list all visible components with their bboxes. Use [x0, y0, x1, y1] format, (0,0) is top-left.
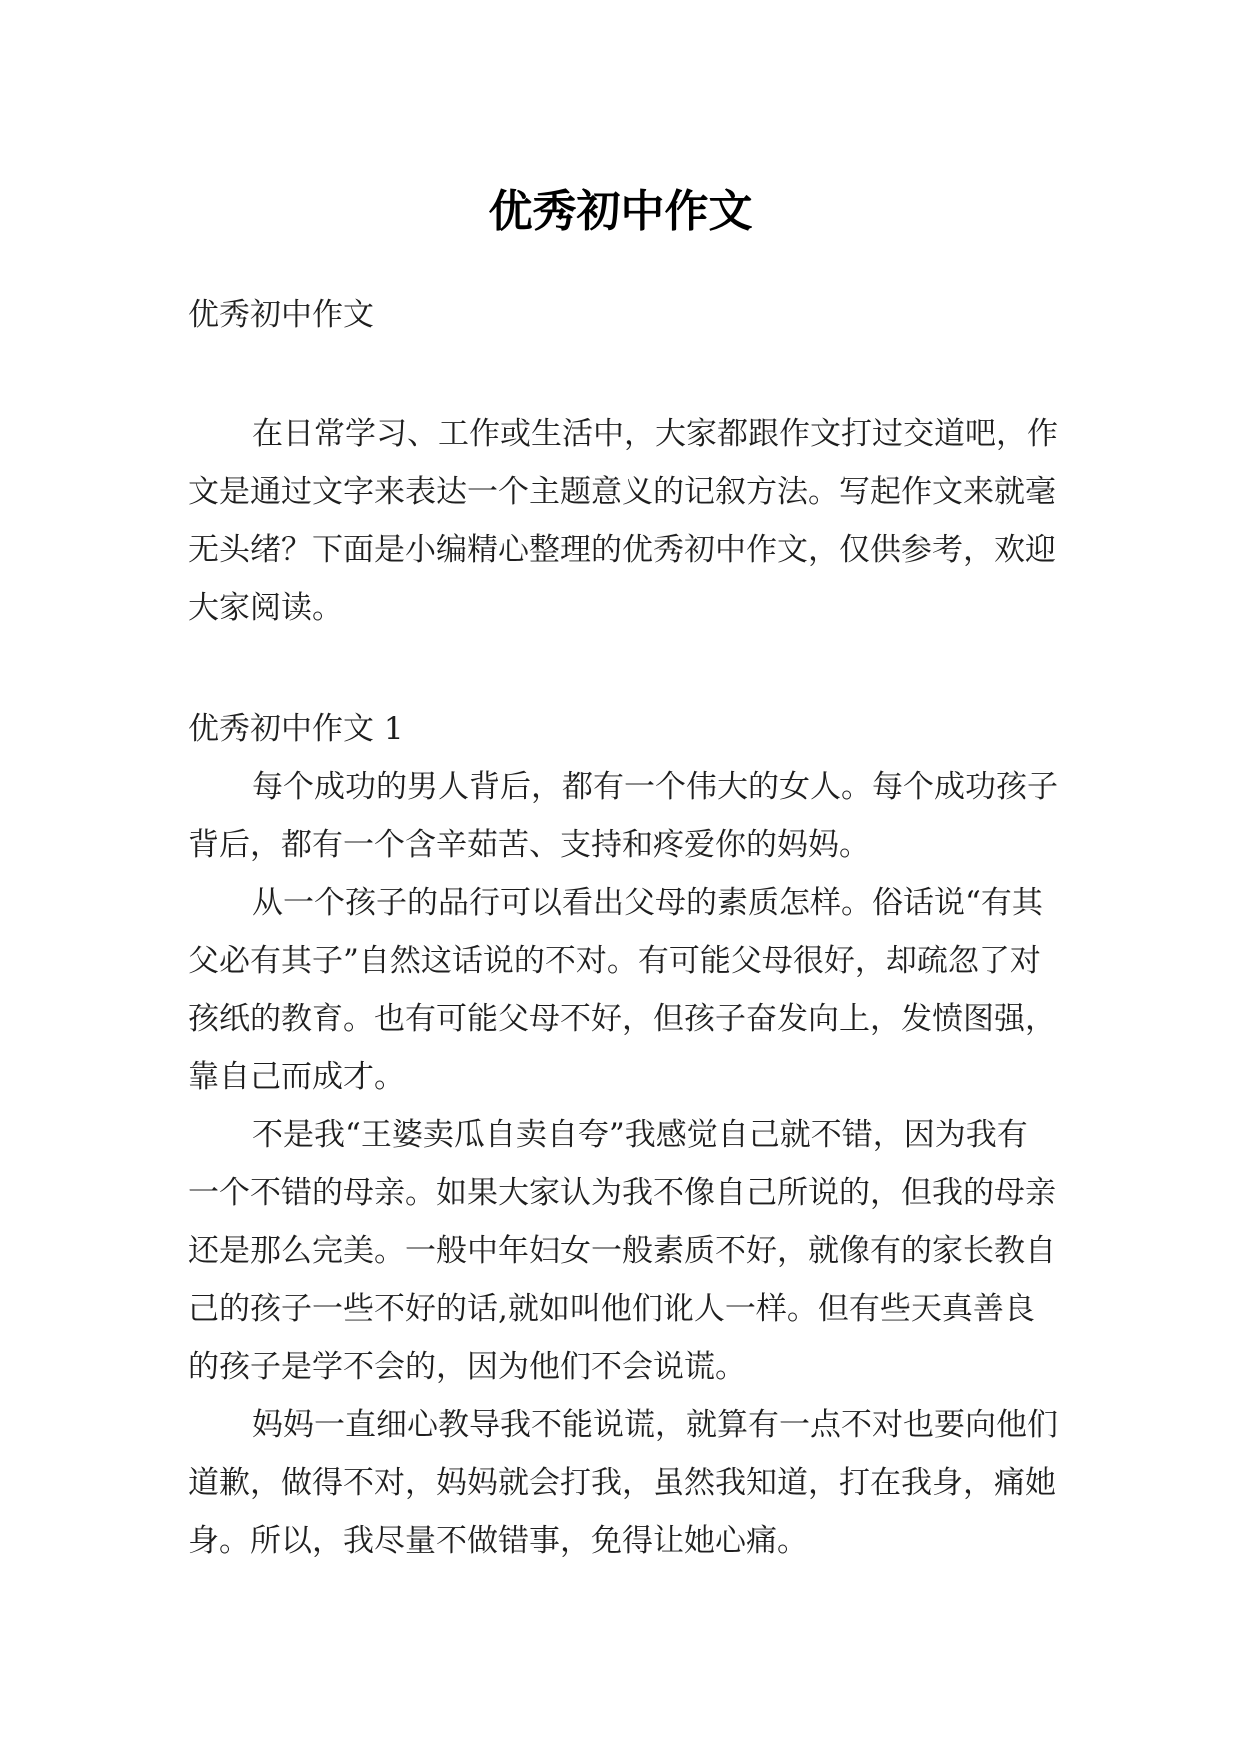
- intro-paragraph: 在日常学习、工作或生活中，大家都跟作文打过交道吧，作文是通过文字来表达一个主题意义的记叙方法。写起作文来就毫无头绪？下面是小编精心整理的优秀初中作文，仅供参考，欢迎大家阅读。: [188, 416, 1058, 626]
- intro-block: [188, 405, 1058, 637]
- subtitle-block: [188, 286, 1058, 344]
- essay-paragraph: 从一个孩子的品行可以看出父母的素质怎样。俗话说“有其父必有其子”自然这话说的不对。有可能父母很好，却疏忽了对孩纸的教育。也有可能父母不好，但孩子奋发向上，发愤图强，靠自己而成才。: [188, 885, 1056, 1095]
- essay-section: [188, 700, 1058, 1570]
- essay-paragraph: 妈妈一直细心教导我不能说谎，就算有一点不对也要向他们道歉，做得不对，妈妈就会打我，虽然我知道，打在我身，痛她身。所以，我尽量不做错事，免得让她心痛。: [188, 1407, 1058, 1559]
- essay-paragraph: 不是我“王婆卖瓜自卖自夸”我感觉自己就不错，因为我有一个不错的母亲。如果大家认为我不像自己所说的，但我的母亲还是那么完美。一般中年妇女一般素质不好，就像有的家长教自己的孩子一些不好的话,就如叫他们讹人一样。但有些天真善良的孩子是学不会的，因为他们不会说谎。: [188, 1117, 1056, 1385]
- document-subtitle: 优秀初中作文: [188, 297, 374, 333]
- document-title: 优秀初中作文: [488, 186, 753, 238]
- essay-heading: 优秀初中作文 1: [188, 711, 404, 747]
- essay-paragraph: 每个成功的男人背后，都有一个伟大的女人。每个成功孩子背后，都有一个含辛茹苦、支持和疼爱你的妈妈。: [188, 769, 1058, 863]
